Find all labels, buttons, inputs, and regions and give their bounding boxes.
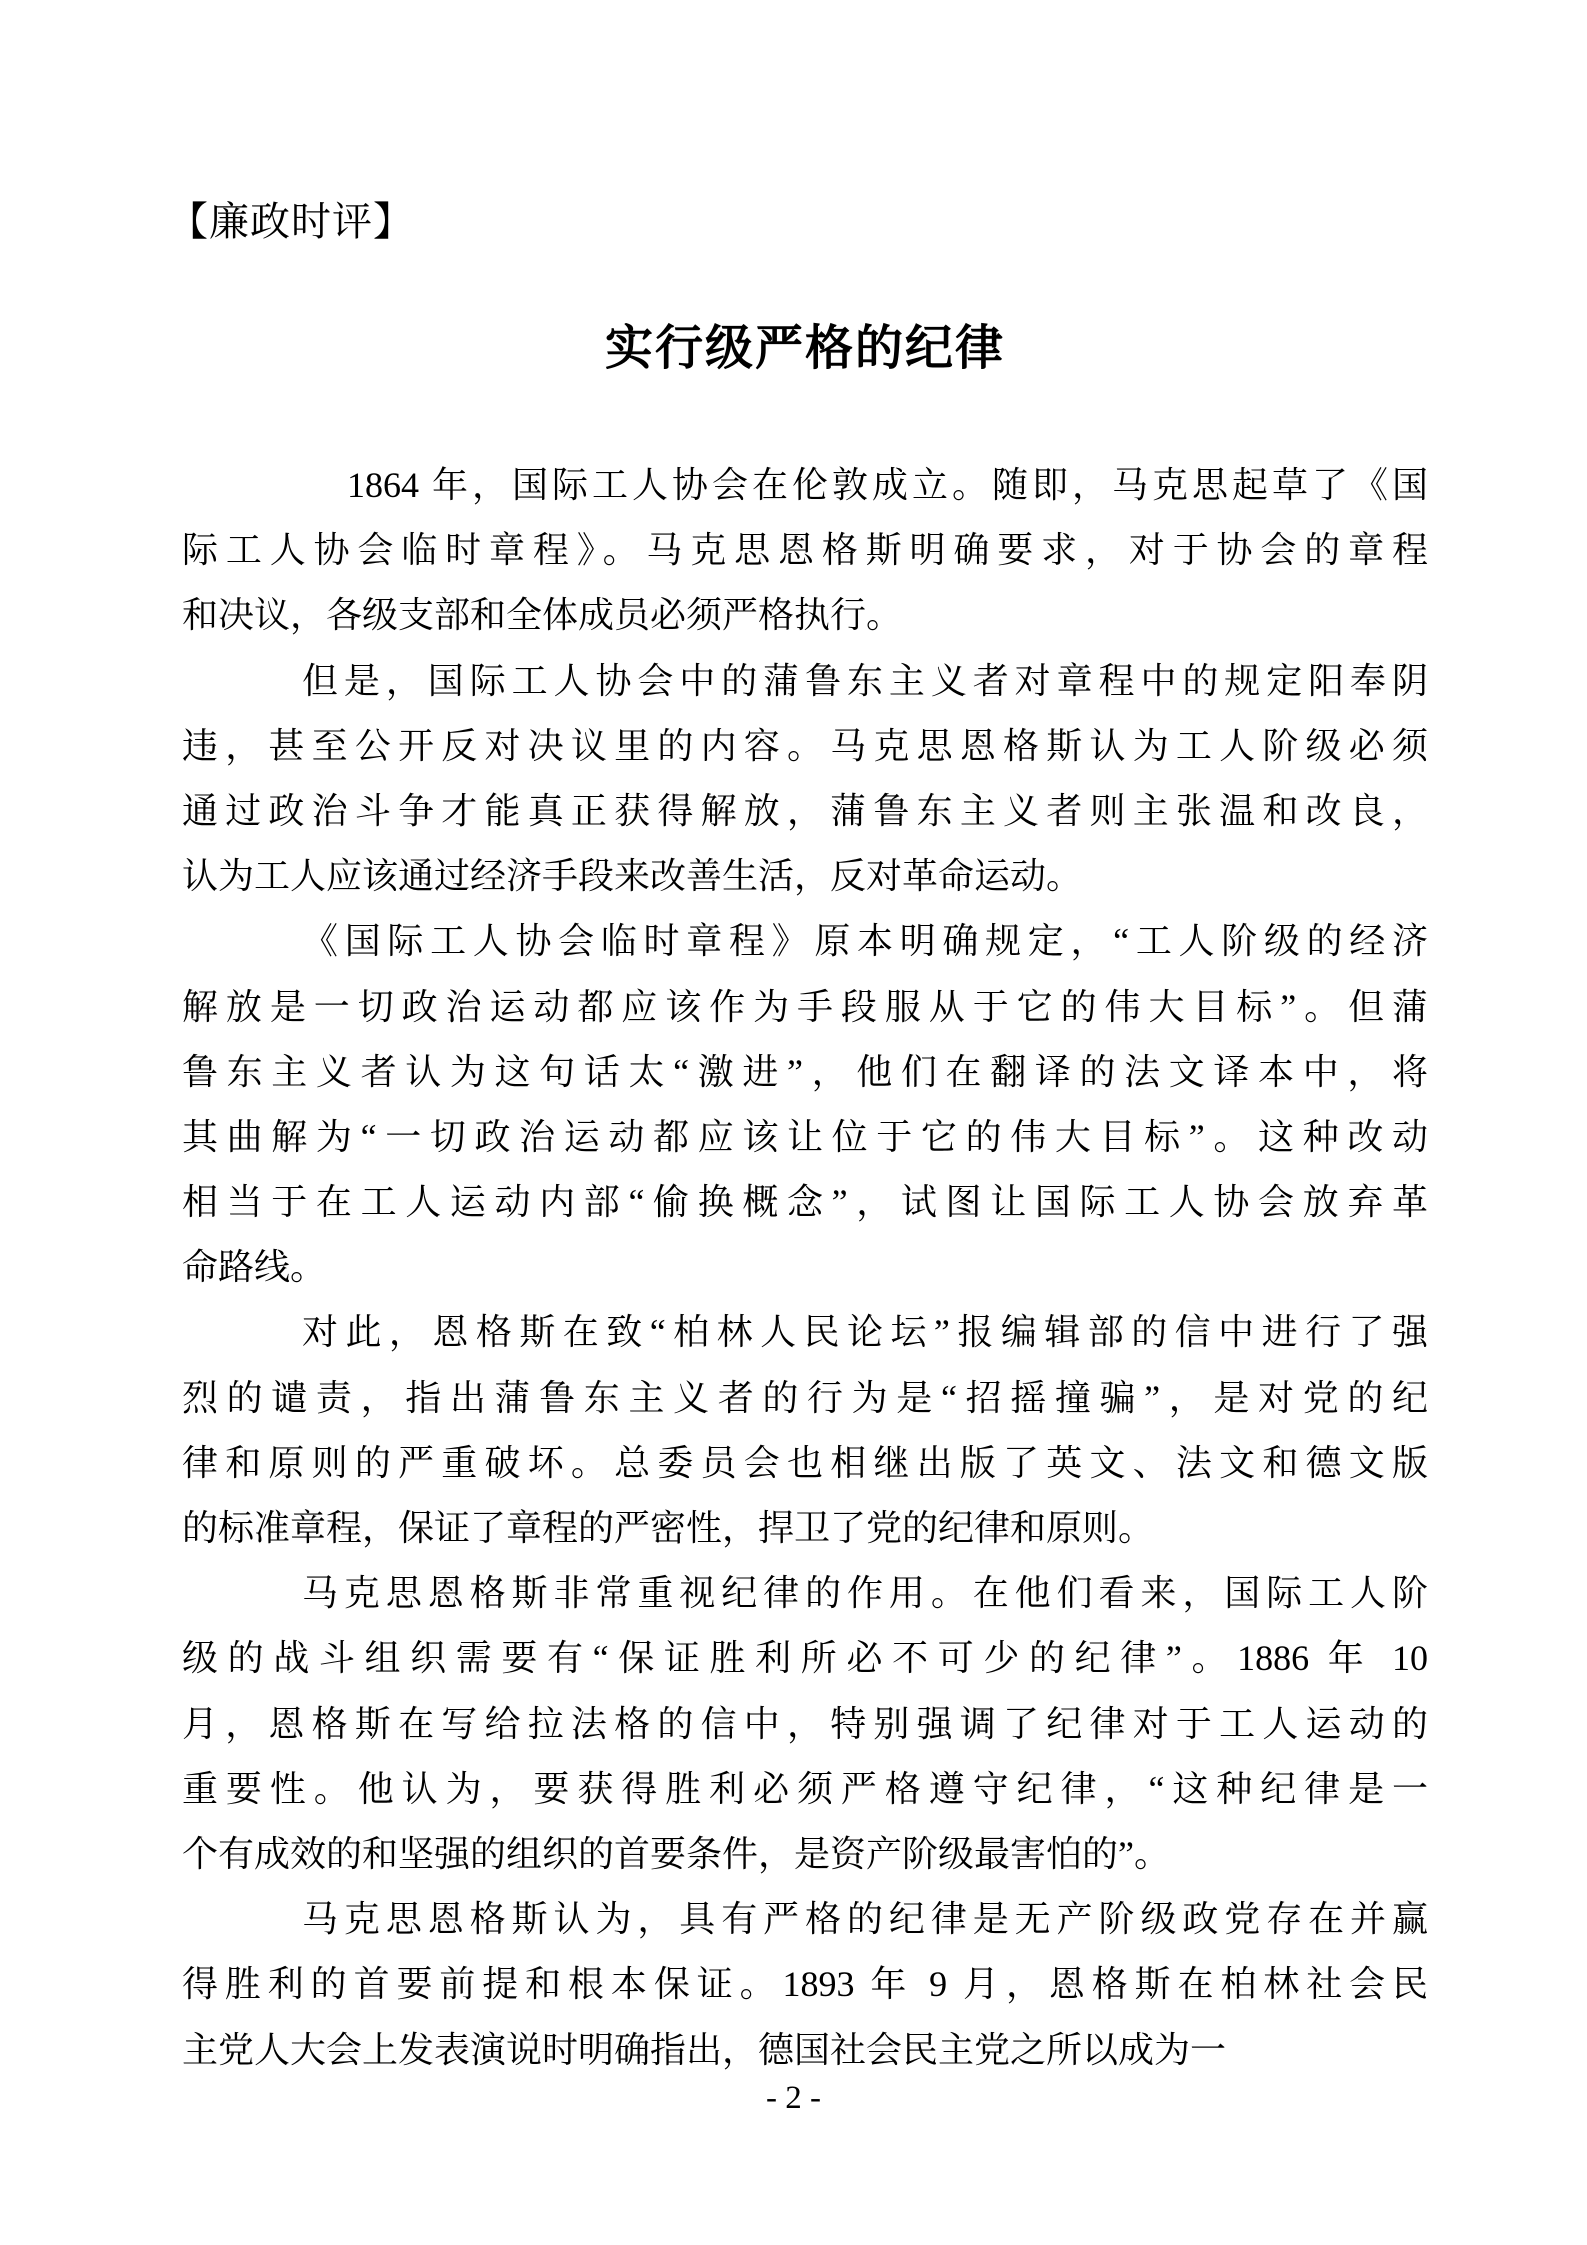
body-line: 得胜利的首要前提和根本保证。1893 年 9 月，恩格斯在柏林社会民 — [182, 1964, 1428, 2005]
body-line: 其曲解为“一切政治运动都应该让位于它的伟大目标”。这种改动 — [182, 1116, 1428, 1157]
body-line: 和决议，各级支部和全体成员必须严格执行。 — [182, 595, 903, 636]
body-paragraph — [182, 1561, 1428, 1887]
body-paragraph — [182, 1300, 1428, 1561]
body-line: 主党人大会上发表演说时明确指出，德国社会民主党之所以成为一 — [182, 2029, 1227, 2070]
body-line: 1864 年，国际工人协会在伦敦成立。随即，马克思起草了《国 — [347, 465, 1428, 505]
body-line: 重要性。他认为，要获得胜利必须严格遵守纪律，“这种纪律是一 — [182, 1768, 1428, 1809]
body-line: 马克思恩格斯非常重视纪律的作用。在他们看来，国际工人阶 — [302, 1573, 1428, 1614]
body-line: 律和原则的严重破坏。总委员会也相继出版了英文、法文和德文版 — [182, 1442, 1428, 1483]
body-line: 违，甚至公开反对决议里的内容。马克思恩格斯认为工人阶级必须 — [182, 725, 1428, 766]
body-line: 的标准章程，保证了章程的严密性，捍卫了党的纪律和原则。 — [182, 1508, 1155, 1548]
body-line: 月，恩格斯在写给拉法格的信中，特别强调了纪律对于工人运动的 — [182, 1703, 1428, 1744]
body-paragraph — [182, 453, 1428, 649]
body-line: 通过政治斗争才能真正获得解放，蒲鲁东主义者则主张温和改良， — [182, 790, 1428, 831]
body-line: 马克思恩格斯认为，具有严格的纪律是无产阶级政党存在并赢 — [302, 1899, 1428, 1940]
body-line: 但是，国际工人协会中的蒲鲁东主义者对章程中的规定阳奉阴 — [302, 660, 1428, 701]
body-line: 《国际工人协会临时章程》原本明确规定，“工人阶级的经济 — [302, 921, 1428, 962]
body-line: 命路线。 — [182, 1247, 327, 1288]
body-paragraph — [182, 909, 1428, 1300]
body-line: 烈的谴责，指出蒲鲁东主义者的行为是“招摇撞骗”，是对党的纪 — [182, 1377, 1428, 1418]
body-line: 个有成效的和坚强的组织的首要条件，是资产阶级最害怕的”。 — [182, 1833, 1170, 1874]
body-paragraph — [182, 649, 1428, 910]
page-number: - 2 - — [766, 2080, 821, 2116]
body-line: 相当于在工人运动内部“偷换概念”，试图让国际工人协会放弃革 — [182, 1182, 1428, 1223]
body-line: 解放是一切政治运动都应该作为手段服从于它的伟大目标”。但蒲 — [182, 986, 1428, 1027]
body-line: 对此，恩格斯在致“柏林人民论坛”报编辑部的信中进行了强 — [302, 1312, 1428, 1353]
body-line: 级的战斗组织需要有“保证胜利所必不可少的纪律”。1886 年 10 — [182, 1638, 1428, 1679]
body-line: 际工人协会临时章程》。马克思恩格斯明确要求，对于协会的章程 — [182, 530, 1428, 571]
body-line: 认为工人应该通过经济手段来改善生活，反对革命运动。 — [182, 856, 1083, 897]
body-line: 鲁东主义者认为这句话太“激进”，他们在翻译的法文译本中，将 — [182, 1051, 1428, 1092]
page-title: 实行级严格的纪律 — [604, 322, 1005, 375]
body-text — [182, 453, 1428, 2083]
section-header: 【廉政时评】 — [168, 199, 414, 244]
body-paragraph — [182, 1887, 1428, 2083]
